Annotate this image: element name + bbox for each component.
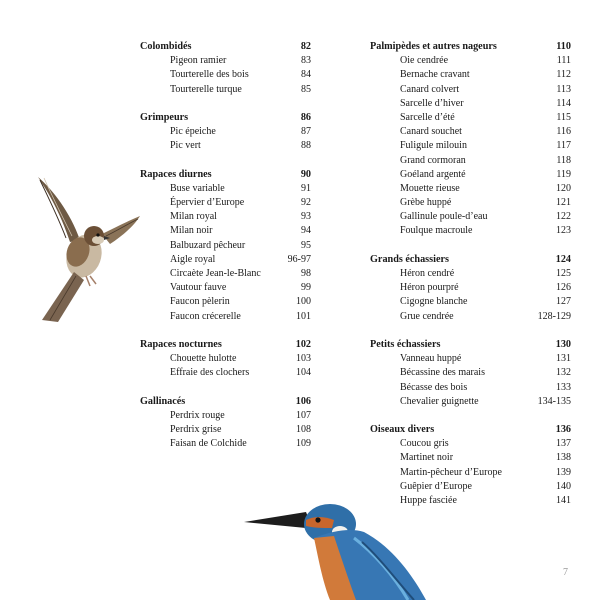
entry-page-number: 83 xyxy=(301,55,311,67)
toc-section-rapaces-diurnes xyxy=(140,168,311,324)
entry-page-number: 125 xyxy=(556,268,571,279)
entry-page-number: 141 xyxy=(556,495,571,506)
entry-page-number: 137 xyxy=(556,438,571,450)
entry-title: Perdrix grise xyxy=(170,424,222,436)
section-page-number: 106 xyxy=(295,395,311,407)
entry-page-number: 132 xyxy=(556,367,571,379)
entry-title: Héron pourpré xyxy=(400,282,459,294)
entry-page-number: 111 xyxy=(556,55,571,67)
entry-title: Faucon crécerelle xyxy=(170,310,241,322)
entry-title: Vautour fauve xyxy=(170,282,227,294)
entry-page-number: 118 xyxy=(556,154,571,166)
section-page-number: 82 xyxy=(300,41,311,52)
toc-entry xyxy=(370,480,571,494)
entry-title: Aigle royal xyxy=(170,253,216,265)
entry-page-number: 115 xyxy=(556,111,571,123)
toc-entry xyxy=(140,83,311,97)
toc-section-colombides xyxy=(140,40,311,97)
entry-page-number: 91 xyxy=(301,182,311,194)
entry-title: Cigogne blanche xyxy=(400,296,468,308)
entry-title: Grand cormoran xyxy=(400,154,466,166)
toc-entry xyxy=(140,409,311,423)
section-heading xyxy=(140,111,311,125)
toc-left-column xyxy=(140,40,311,466)
entry-title: Martin-pêcheur d’Europe xyxy=(400,466,502,478)
entry-title: Canard colvert xyxy=(400,83,460,95)
toc-entry xyxy=(140,125,311,139)
toc-entry xyxy=(370,395,571,409)
entry-page-number: 88 xyxy=(301,140,311,152)
entry-title: Coucou gris xyxy=(400,438,449,450)
toc-entry xyxy=(140,54,311,68)
toc-section-gallinaces xyxy=(140,395,311,452)
entry-title: Foulque macroule xyxy=(400,225,473,237)
toc-entry xyxy=(370,451,571,465)
section-title: Petits échassiers xyxy=(370,338,441,350)
section-page-number: 124 xyxy=(555,253,571,265)
entry-title: Pic épeiche xyxy=(170,126,216,138)
entry-title: Sarcelle d’été xyxy=(400,111,455,123)
section-title: Rapaces diurnes xyxy=(140,168,212,180)
entry-title: Milan royal xyxy=(170,211,217,223)
section-title: Grands échassiers xyxy=(370,253,449,265)
entry-title: Guêpier d’Europe xyxy=(400,480,472,492)
entry-title: Vanneau huppé xyxy=(400,353,462,365)
entry-title: Gallinule poule-d’eau xyxy=(400,211,488,223)
section-page-number: 86 xyxy=(300,111,311,123)
entry-page-number: 93 xyxy=(301,211,311,223)
section-heading xyxy=(370,40,571,54)
toc-entry xyxy=(370,267,571,281)
toc-entry xyxy=(140,366,311,380)
entry-page-number: 85 xyxy=(301,83,311,95)
entry-title: Faucon pèlerin xyxy=(170,296,230,308)
entry-title: Effraie des clochers xyxy=(170,367,250,379)
entry-title: Perdrix rouge xyxy=(170,409,225,421)
toc-entry xyxy=(140,295,311,309)
toc-entry xyxy=(370,437,571,451)
entry-page-number: 112 xyxy=(556,69,571,81)
toc-entry xyxy=(370,54,571,68)
entry-page-number: 108 xyxy=(296,424,311,436)
entry-title: Circaète Jean-le-Blanc xyxy=(170,268,261,279)
section-page-number: 102 xyxy=(295,338,311,350)
toc-entry xyxy=(370,196,571,210)
entry-title: Oie cendrée xyxy=(400,55,449,67)
entry-title: Héron cendré xyxy=(400,268,455,279)
entry-title: Pigeon ramier xyxy=(170,55,227,67)
entry-page-number: 128-129 xyxy=(537,310,571,322)
toc-entry xyxy=(140,437,311,451)
section-title: Gallinacés xyxy=(140,395,186,407)
entry-title: Bécassine des marais xyxy=(400,367,485,379)
toc-section-petits-echassiers xyxy=(370,338,571,409)
section-heading xyxy=(370,253,571,267)
entry-page-number: 100 xyxy=(296,296,311,308)
toc-entry xyxy=(370,366,571,380)
entry-title: Sarcelle d’hiver xyxy=(400,97,464,109)
entry-title: Martinet noir xyxy=(400,452,454,464)
entry-title: Bernache cravant xyxy=(400,69,470,81)
entry-page-number: 133 xyxy=(556,381,571,393)
entry-title: Faisan de Colchide xyxy=(170,438,247,450)
toc-entry xyxy=(140,196,311,210)
entry-page-number: 113 xyxy=(556,83,571,95)
entry-page-number: 126 xyxy=(556,282,571,294)
section-page-number: 90 xyxy=(300,168,311,180)
entry-title: Chevalier guignette xyxy=(400,395,479,407)
entry-title: Goéland argenté xyxy=(400,168,466,180)
entry-title: Chouette hulotte xyxy=(170,353,237,365)
entry-title: Tourterelle turque xyxy=(170,83,242,95)
section-heading xyxy=(370,338,571,352)
entry-page-number: 119 xyxy=(556,168,571,180)
toc-entry xyxy=(370,210,571,224)
toc-section-rapaces-nocturnes xyxy=(140,338,311,381)
toc-entry xyxy=(370,310,571,324)
entry-title: Canard souchet xyxy=(400,126,462,138)
toc-entry xyxy=(370,83,571,97)
entry-page-number: 104 xyxy=(296,367,311,379)
entry-page-number: 99 xyxy=(301,282,311,294)
entry-page-number: 127 xyxy=(556,296,571,308)
entry-page-number: 107 xyxy=(296,409,311,421)
section-heading xyxy=(140,338,311,352)
toc-entry xyxy=(140,253,311,267)
toc-entry xyxy=(370,168,571,182)
section-heading xyxy=(370,423,571,437)
toc-entry xyxy=(140,239,311,253)
entry-page-number: 131 xyxy=(556,353,571,365)
entry-page-number: 134-135 xyxy=(537,395,571,407)
entry-page-number: 84 xyxy=(301,69,311,81)
toc-entry xyxy=(140,310,311,324)
entry-title: Mouette rieuse xyxy=(400,182,460,194)
toc-entry xyxy=(370,139,571,153)
sparrow-illustration xyxy=(18,172,144,322)
toc-entry xyxy=(140,182,311,196)
entry-page-number: 96-97 xyxy=(287,253,311,265)
entry-title: Balbuzard pêcheur xyxy=(170,239,246,251)
toc-entry xyxy=(140,139,311,153)
entry-page-number: 109 xyxy=(296,438,311,450)
entry-title: Fuligule milouin xyxy=(400,140,467,152)
entry-page-number: 116 xyxy=(556,126,571,138)
toc-section-palmipedes-et-autres-nageurs xyxy=(370,40,571,239)
section-title: Rapaces nocturnes xyxy=(140,338,222,350)
entry-title: Épervier d’Europe xyxy=(170,197,245,209)
entry-title: Grue cendrée xyxy=(400,310,454,322)
toc-entry xyxy=(370,224,571,238)
section-heading xyxy=(140,40,311,54)
entry-page-number: 94 xyxy=(301,225,311,237)
entry-page-number: 122 xyxy=(556,211,571,223)
toc-entry xyxy=(140,210,311,224)
toc-entry xyxy=(140,423,311,437)
toc-entry xyxy=(140,267,311,281)
toc-entry xyxy=(370,68,571,82)
toc-section-grands-echassiers xyxy=(370,253,571,324)
entry-title: Pic vert xyxy=(170,140,201,152)
toc-entry xyxy=(140,352,311,366)
section-page-number: 136 xyxy=(555,424,571,436)
toc-entry xyxy=(370,466,571,480)
section-page-number: 110 xyxy=(556,41,571,52)
toc-entry xyxy=(370,125,571,139)
entry-page-number: 114 xyxy=(556,97,571,109)
entry-page-number: 138 xyxy=(556,452,571,464)
toc-entry xyxy=(370,281,571,295)
toc-entry xyxy=(140,224,311,238)
entry-page-number: 92 xyxy=(301,197,311,209)
page-number: 7 xyxy=(563,567,568,578)
toc-entry xyxy=(370,381,571,395)
entry-page-number: 117 xyxy=(556,140,571,152)
toc-entry xyxy=(370,182,571,196)
toc-entry xyxy=(140,281,311,295)
entry-title: Grèbe huppé xyxy=(400,197,452,209)
entry-page-number: 140 xyxy=(556,480,571,492)
entry-page-number: 120 xyxy=(556,182,571,194)
toc-section-oiseaux-divers xyxy=(370,423,571,508)
toc-entry xyxy=(370,352,571,366)
section-title: Palmipèdes et autres nageurs xyxy=(370,41,497,52)
section-title: Colombidés xyxy=(140,41,192,52)
toc-right-column xyxy=(370,40,571,522)
entry-title: Tourterelle des bois xyxy=(170,69,249,81)
entry-title: Milan noir xyxy=(170,225,213,237)
toc-entry xyxy=(140,68,311,82)
section-heading xyxy=(140,168,311,182)
entry-page-number: 121 xyxy=(556,197,571,209)
entry-page-number: 87 xyxy=(301,126,311,138)
entry-page-number: 101 xyxy=(296,310,311,322)
section-heading xyxy=(140,395,311,409)
toc-entry xyxy=(370,154,571,168)
section-page-number: 130 xyxy=(555,338,571,350)
kingfisher-illustration xyxy=(244,498,426,600)
entry-title: Huppe fasciée xyxy=(400,495,457,506)
entry-title: Bécasse des bois xyxy=(400,381,468,393)
entry-page-number: 95 xyxy=(301,239,311,251)
entry-page-number: 103 xyxy=(296,353,311,365)
entry-page-number: 123 xyxy=(556,225,571,237)
toc-entry xyxy=(370,295,571,309)
entry-page-number: 139 xyxy=(556,466,571,478)
entry-page-number: 98 xyxy=(301,268,311,279)
section-title: Oiseaux divers xyxy=(370,424,435,436)
section-title: Grimpeurs xyxy=(140,111,189,123)
toc-entry xyxy=(370,97,571,111)
toc-entry xyxy=(370,111,571,125)
entry-title: Buse variable xyxy=(170,182,225,194)
toc-section-grimpeurs xyxy=(140,111,311,154)
